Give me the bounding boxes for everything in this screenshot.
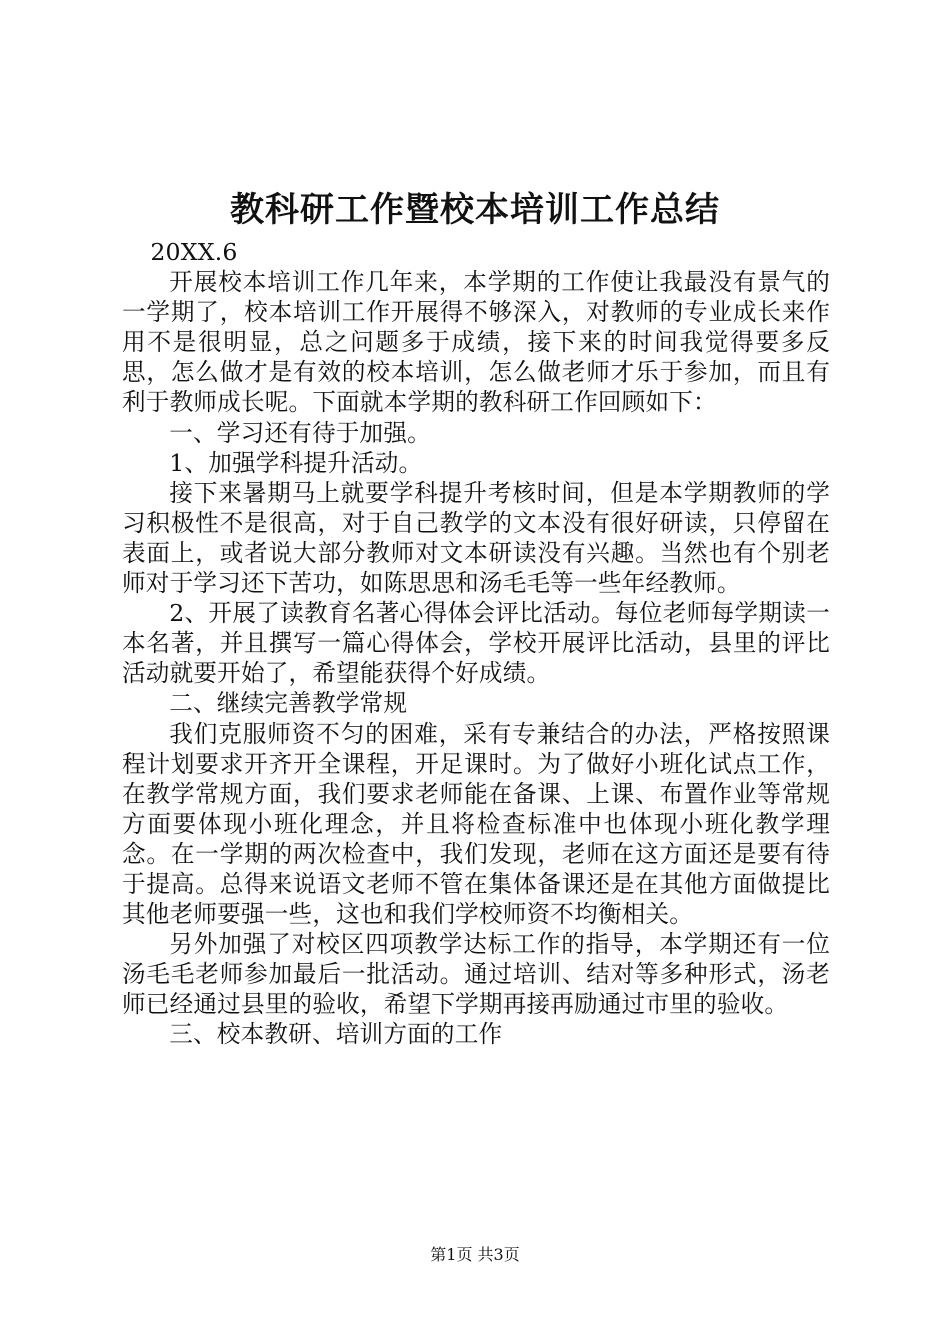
paragraph-2-2: 另外加强了对校区四项教学达标工作的指导，本学期还有一位汤毛毛老师参加最后一批活动。通过培训、结对等多种形式，汤老师已经通过县里的验收，希望下学期再接再励通过市里的验收。 xyxy=(122,930,830,1019)
section-heading-3: 三、校本教研、培训方面的工作 xyxy=(169,1020,503,1049)
document-body xyxy=(122,237,830,1050)
page-indicator: 第1页 共3页 xyxy=(430,1245,520,1264)
paragraph-1-1: 接下来暑期马上就要学科提升考核时间，但是本学期教师的学习积极性不是很高，对于自己教学的文本没有很好研读，只停留在表面上，或者说大部分教师对文本研读没有兴趣。当然也有个别老师对于学习还下苦功，如陈思思和汤毛毛等一些年经教师。 xyxy=(122,478,830,598)
section-heading-2: 二、继续完善教学常规 xyxy=(169,689,408,718)
document-title: 教科研工作暨校本培训工作总结 xyxy=(230,190,720,230)
paragraph-2-1: 我们克服师资不匀的困难，采有专兼结合的办法，严格按照课程计划要求开齐开全课程，开足课时。为了做好小班化试点工作，在教学常规方面，我们要求老师能在备课、上课、布置作业等常规方面要体现小班化理念，并且将检查标准中也体现小班化教学理念。在一学期的两次检查中，我们发现，老师在这方面还是要有待于提高。总得来说语文老师不管在集体备课还是在其他方面做提比其他老师要强一些，这也和我们学校师资不均衡相关。 xyxy=(122,719,830,929)
section-heading-1: 一、学习还有待于加强。 xyxy=(169,418,431,447)
paragraph-1-2: 2、开展了读教育名著心得体会评比活动。每位老师每学期读一本名著，并且撰写一篇心得体会，学校开展评比活动，县里的评比活动就要开始了，希望能获得个好成绩。 xyxy=(122,599,830,688)
intro-paragraph: 开展校本培训工作几年来，本学期的工作使让我最没有景气的一学期了，校本培训工作开展得不够深入，对教师的专业成长来作用不是很明显，总之问题多于成绩，接下来的时间我觉得要多反思，怎么做才是有效的校本培训，怎么做老师才乐于参加，而且有利于教师成长呢。下面就本学期的教科研工作回顾如下： xyxy=(122,268,830,417)
document-date: 20XX.6 xyxy=(150,238,238,266)
page-footer xyxy=(0,1244,950,1266)
subsection-heading-1-1: 1、加强学科提升活动。 xyxy=(169,448,423,477)
